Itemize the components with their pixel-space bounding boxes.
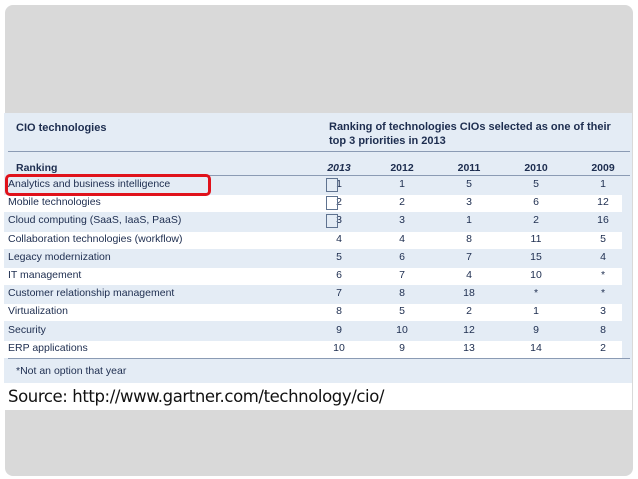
- rank-cell-2013: 8: [336, 305, 342, 318]
- header-divider: [8, 151, 630, 152]
- rank-cell-2010: 11: [530, 232, 542, 245]
- rank-cell-2009: 4: [600, 250, 606, 263]
- year-header-2010: 2010: [524, 162, 548, 174]
- footnote: *Not an option that year: [16, 365, 127, 377]
- rank-cell-2013: 2: [336, 196, 342, 209]
- rank-cell-2010: 10: [530, 269, 542, 281]
- rank-cell-2009: *: [600, 269, 606, 281]
- rank-cell-2011: 7: [466, 250, 472, 263]
- rank-cell-2013: 6: [336, 269, 342, 281]
- rank-cell-2011: 12: [463, 323, 475, 336]
- rank-cell-2012: 3: [399, 214, 405, 227]
- rank-cell-2012: 2: [399, 196, 405, 209]
- rank-cell-2010: 5: [533, 178, 539, 190]
- rank-cell-2012: 5: [399, 305, 405, 318]
- technology-name: Security: [8, 323, 46, 336]
- table-row: [0, 323, 622, 340]
- year-header-2011: 2011: [457, 162, 481, 174]
- rank-cell-2013: 4: [336, 232, 342, 245]
- rank-cell-2010: 2: [533, 214, 539, 227]
- rank-cell-2013: 9: [336, 323, 342, 336]
- rank-cell-2013: 1: [336, 178, 342, 190]
- technology-name: Legacy modernization: [8, 250, 111, 263]
- rank-cell-2009: 3: [600, 305, 606, 318]
- table-row: [0, 195, 622, 212]
- highlight-box: [5, 174, 211, 196]
- rank-cell-2010: 9: [533, 323, 539, 336]
- rank-outline-box: [326, 178, 338, 192]
- rank-cell-2011: 1: [466, 214, 472, 227]
- technology-name: Collaboration technologies (workflow): [8, 232, 183, 245]
- rank-cell-2012: 8: [399, 287, 405, 300]
- source-caption: Source: http://www.gartner.com/technology/cio/: [8, 387, 385, 406]
- rank-cell-2011: 18: [463, 287, 475, 300]
- table-row: [0, 341, 622, 358]
- technology-name: Cloud computing (SaaS, IaaS, PaaS): [8, 214, 182, 227]
- table-row: [0, 304, 622, 321]
- rank-cell-2013: 10: [333, 341, 345, 354]
- rank-cell-2013: 3: [336, 214, 342, 227]
- rank-cell-2012: 9: [399, 341, 405, 354]
- year-header-2009: 2009: [591, 162, 615, 174]
- table-left-title: CIO technologies: [16, 122, 107, 134]
- rank-cell-2011: 13: [463, 341, 475, 354]
- rank-cell-2012: 7: [399, 269, 405, 281]
- rank-cell-2010: 1: [533, 305, 539, 318]
- rank-cell-2009: 5: [600, 232, 606, 245]
- rank-outline-box: [326, 214, 338, 228]
- rank-cell-2009: 1: [600, 178, 606, 190]
- rank-cell-2011: 2: [466, 305, 472, 318]
- rank-cell-2013: 5: [336, 250, 342, 263]
- technology-name: IT management: [8, 269, 82, 281]
- rank-cell-2009: 12: [597, 196, 609, 209]
- rank-cell-2009: *: [600, 287, 606, 300]
- rank-cell-2012: 4: [399, 232, 405, 245]
- rank-cell-2010: 6: [533, 196, 539, 209]
- rank-cell-2009: 2: [600, 341, 606, 354]
- rank-cell-2011: 3: [466, 196, 472, 209]
- rank-cell-2009: 8: [600, 323, 606, 336]
- rank-cell-2010: 15: [530, 250, 542, 263]
- technology-name: Customer relationship management: [8, 287, 175, 300]
- rank-cell-2012: 10: [396, 323, 408, 336]
- rank-cell-2010: *: [533, 287, 539, 300]
- rank-cell-2012: 1: [399, 178, 405, 190]
- table-row: [0, 232, 622, 249]
- technology-name: Mobile technologies: [8, 196, 101, 209]
- year-header-2013: 2013: [327, 162, 351, 174]
- technology-name: Analytics and business intelligence: [8, 178, 171, 190]
- rank-cell-2013: 7: [336, 287, 342, 300]
- rank-cell-2009: 16: [597, 214, 609, 227]
- table-right-title: Ranking of technologies CIOs selected as one of their top 3 priorities in 2013: [329, 121, 611, 147]
- technology-name: ERP applications: [8, 341, 88, 354]
- table-bottom-rule: [8, 358, 630, 359]
- table-row: [0, 286, 622, 303]
- ranking-column-label: Ranking: [16, 162, 58, 174]
- table-row: [0, 268, 622, 285]
- technology-name: Virtualization: [8, 305, 68, 318]
- table-row: [0, 250, 622, 267]
- rank-cell-2011: 5: [466, 178, 472, 190]
- rank-cell-2012: 6: [399, 250, 405, 263]
- rank-outline-box: [326, 196, 338, 210]
- rank-cell-2011: 4: [466, 269, 472, 281]
- table-row: [0, 213, 622, 230]
- rank-cell-2010: 14: [530, 341, 542, 354]
- year-header-2012: 2012: [390, 162, 414, 174]
- rank-cell-2011: 8: [466, 232, 472, 245]
